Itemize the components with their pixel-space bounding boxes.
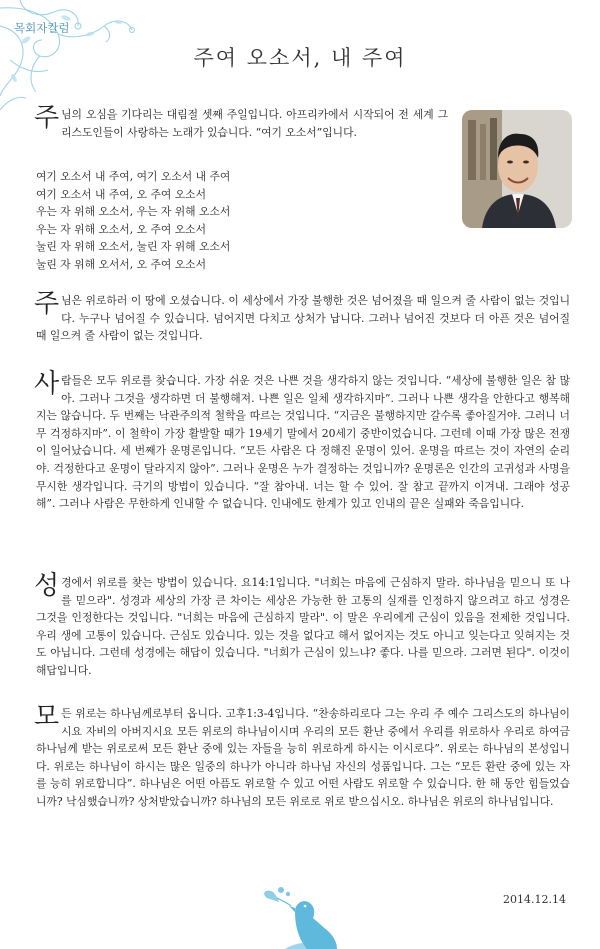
paragraph-text: 님은 위로하러 이 땅에 오셨습니다. 이 세상에서 가장 불행한 것은 넘어졌을 때 일으켜 줄 사람이 없는 것입니다. 누구나 넘어질 수 있습니다. 넘어지면 다치고 상처가 납니다. 그러나 넘어진 것보다 더 아픈 것은 넘어질 때 일으켜 줄 사람이 없는 것입니다. (36, 294, 570, 343)
song-lyrics (36, 168, 230, 274)
paragraph-text: 든 위로는 하나님께로부터 옵니다. 고후1:3-4입니다. “찬송하리로다 그는 우리 주 예수 그리스도의 하나님이시요 자비의 아버지시요 모든 위로의 하나님이시며 우리의 모든 환난 중에서 우리를 위로하사 우리로 하여금 하나님께 받는 위로로써 모든 환난 중에 있는 자들을 능히 위로하게 하시는 이시로다”. 위로는 하나님의 본성입니다. 위로는 하나님이 하시는 많은 일중의 하나가 아니라 하나님 자신의 성품입니다. 그는 “모든 환란 중에 있는 자를 능히 위로합니다”. 하나님은 어떤 아픔도 위로할 수 있고 어떤 사람도 위로할 수 있습니다. 한 해 동안 힘들었습니까? 낙심했습니까? 상처받았습니까? 하나님의 모든 위로로 위로 받으십시오. 하나님은 위로의 하나님입니다. (36, 707, 570, 808)
paragraph-1 (34, 103, 448, 141)
column-label: 목회자칼럼 (14, 21, 70, 35)
lyric-line: 여기 오소서 내 주여, 오 주여 오소서 (36, 187, 207, 201)
paragraph-text: 경에서 위로를 찾는 방법이 있습니다. 요14:1입니다. "너희는 마음에 근심하지 말라. 하나님을 믿으니 또 나를 믿으라". 성경과 세상의 가장 큰 차이는 세상은 가능한 한 고통의 실재를 인정하지 않으려고 하고 성경은 그것을 인정한다는 것입니다. "너희는 마음에 근심하지 말라". 이 말은 우리에게 근심이 있음을 전제한 것입니다. 우리 생에 고통이 있습니다. 근심도 있습니다. 있는 것을 없다고 해서 없어지는 것도 아니고 잊는다고 잊혀지는 것도 아닙니다. 그런데 성경에는 해답이 있습니다. "너희가 근심이 있느냐? 좋다. 나를 믿으라. 그러면 된다". 이것이 해답입니다. (36, 576, 570, 677)
paragraph-3 (34, 369, 570, 513)
pastor-portrait (462, 110, 572, 228)
lyric-line: 눌린 자 위해 오소서, 눌린 자 위해 오소서 (36, 240, 231, 254)
paragraph-text: 람들은 모두 위로를 찾습니다. 가장 쉬운 것은 나쁜 것을 생각하지 않는 것입니다. “세상에 불행한 일은 참 많아. 그러나 그것을 생각하면 더 불행해져. 나쁜 일은 일체 생각하지마”. 그러나 나쁜 생각을 안한다고 행복해지는 않습니다. 두 번째는 낙관주의적 철학을 따르는 것입니다. “지금은 불행하지만 갈수록 좋아질거야. 그러니 너무 걱정하지마”. 이 철학이 가장 활발할 때가 19세기 말에서 20세기 중반이었습니다. 그런데 이때 가장 많은 전쟁이 일어났습니다. 세 번째가 운명론입니다. “모든 사람은 다 정해진 운명이 있어. 운명을 따르는 것이 자연의 순리야. 걱정한다고 운명이 달라지지 않아”. 그러나 운명은 누가 결정하는 것입니까? 운명론은 인간의 고귀성과 사명을 무시한 생각입니다. 극기의 방법이 있습니다. “잘 참아내. 너는 할 수 있어. 잘 참고 끝까지 이겨내. 그래야 성공해”. 그러나 사람은 무한하게 인내할 수 없습니다. 인내에도 한계가 있고 인내의 끝은 실패와 죽음입니다. (36, 374, 570, 511)
dropcap: 주 (34, 289, 60, 319)
lyric-line: 우는 자 위해 오소서, 오 주여 오소서 (36, 222, 207, 236)
paragraph-4 (34, 571, 570, 680)
dropcap: 모 (34, 702, 60, 732)
lyric-line: 우는 자 위해 오소서, 우는 자 위해 오소서 (36, 205, 231, 219)
page-title: 주여 오소서, 내 주여 (193, 46, 407, 70)
lyric-line: 여기 오소서 내 주여, 여기 오소서 내 주여 (36, 170, 231, 183)
dropcap: 사 (34, 369, 60, 399)
paragraph-2 (34, 289, 570, 345)
lyric-line: 눌린 자 위해 오서서, 오 주여 오소서 (36, 257, 207, 271)
paragraph-text: 님의 오심을 기다리는 대림절 셋째 주일입니다. 아프리카에서 시작되어 전 세계 그리스도인들이 사랑하는 노래가 있습니다. “여기 오소서”입니다. (61, 108, 448, 139)
dropcap: 주 (34, 103, 60, 133)
dropcap: 성 (34, 571, 60, 601)
bird-icon (255, 882, 350, 949)
publish-date: 2014.12.14 (503, 893, 566, 906)
paragraph-5 (34, 702, 570, 811)
